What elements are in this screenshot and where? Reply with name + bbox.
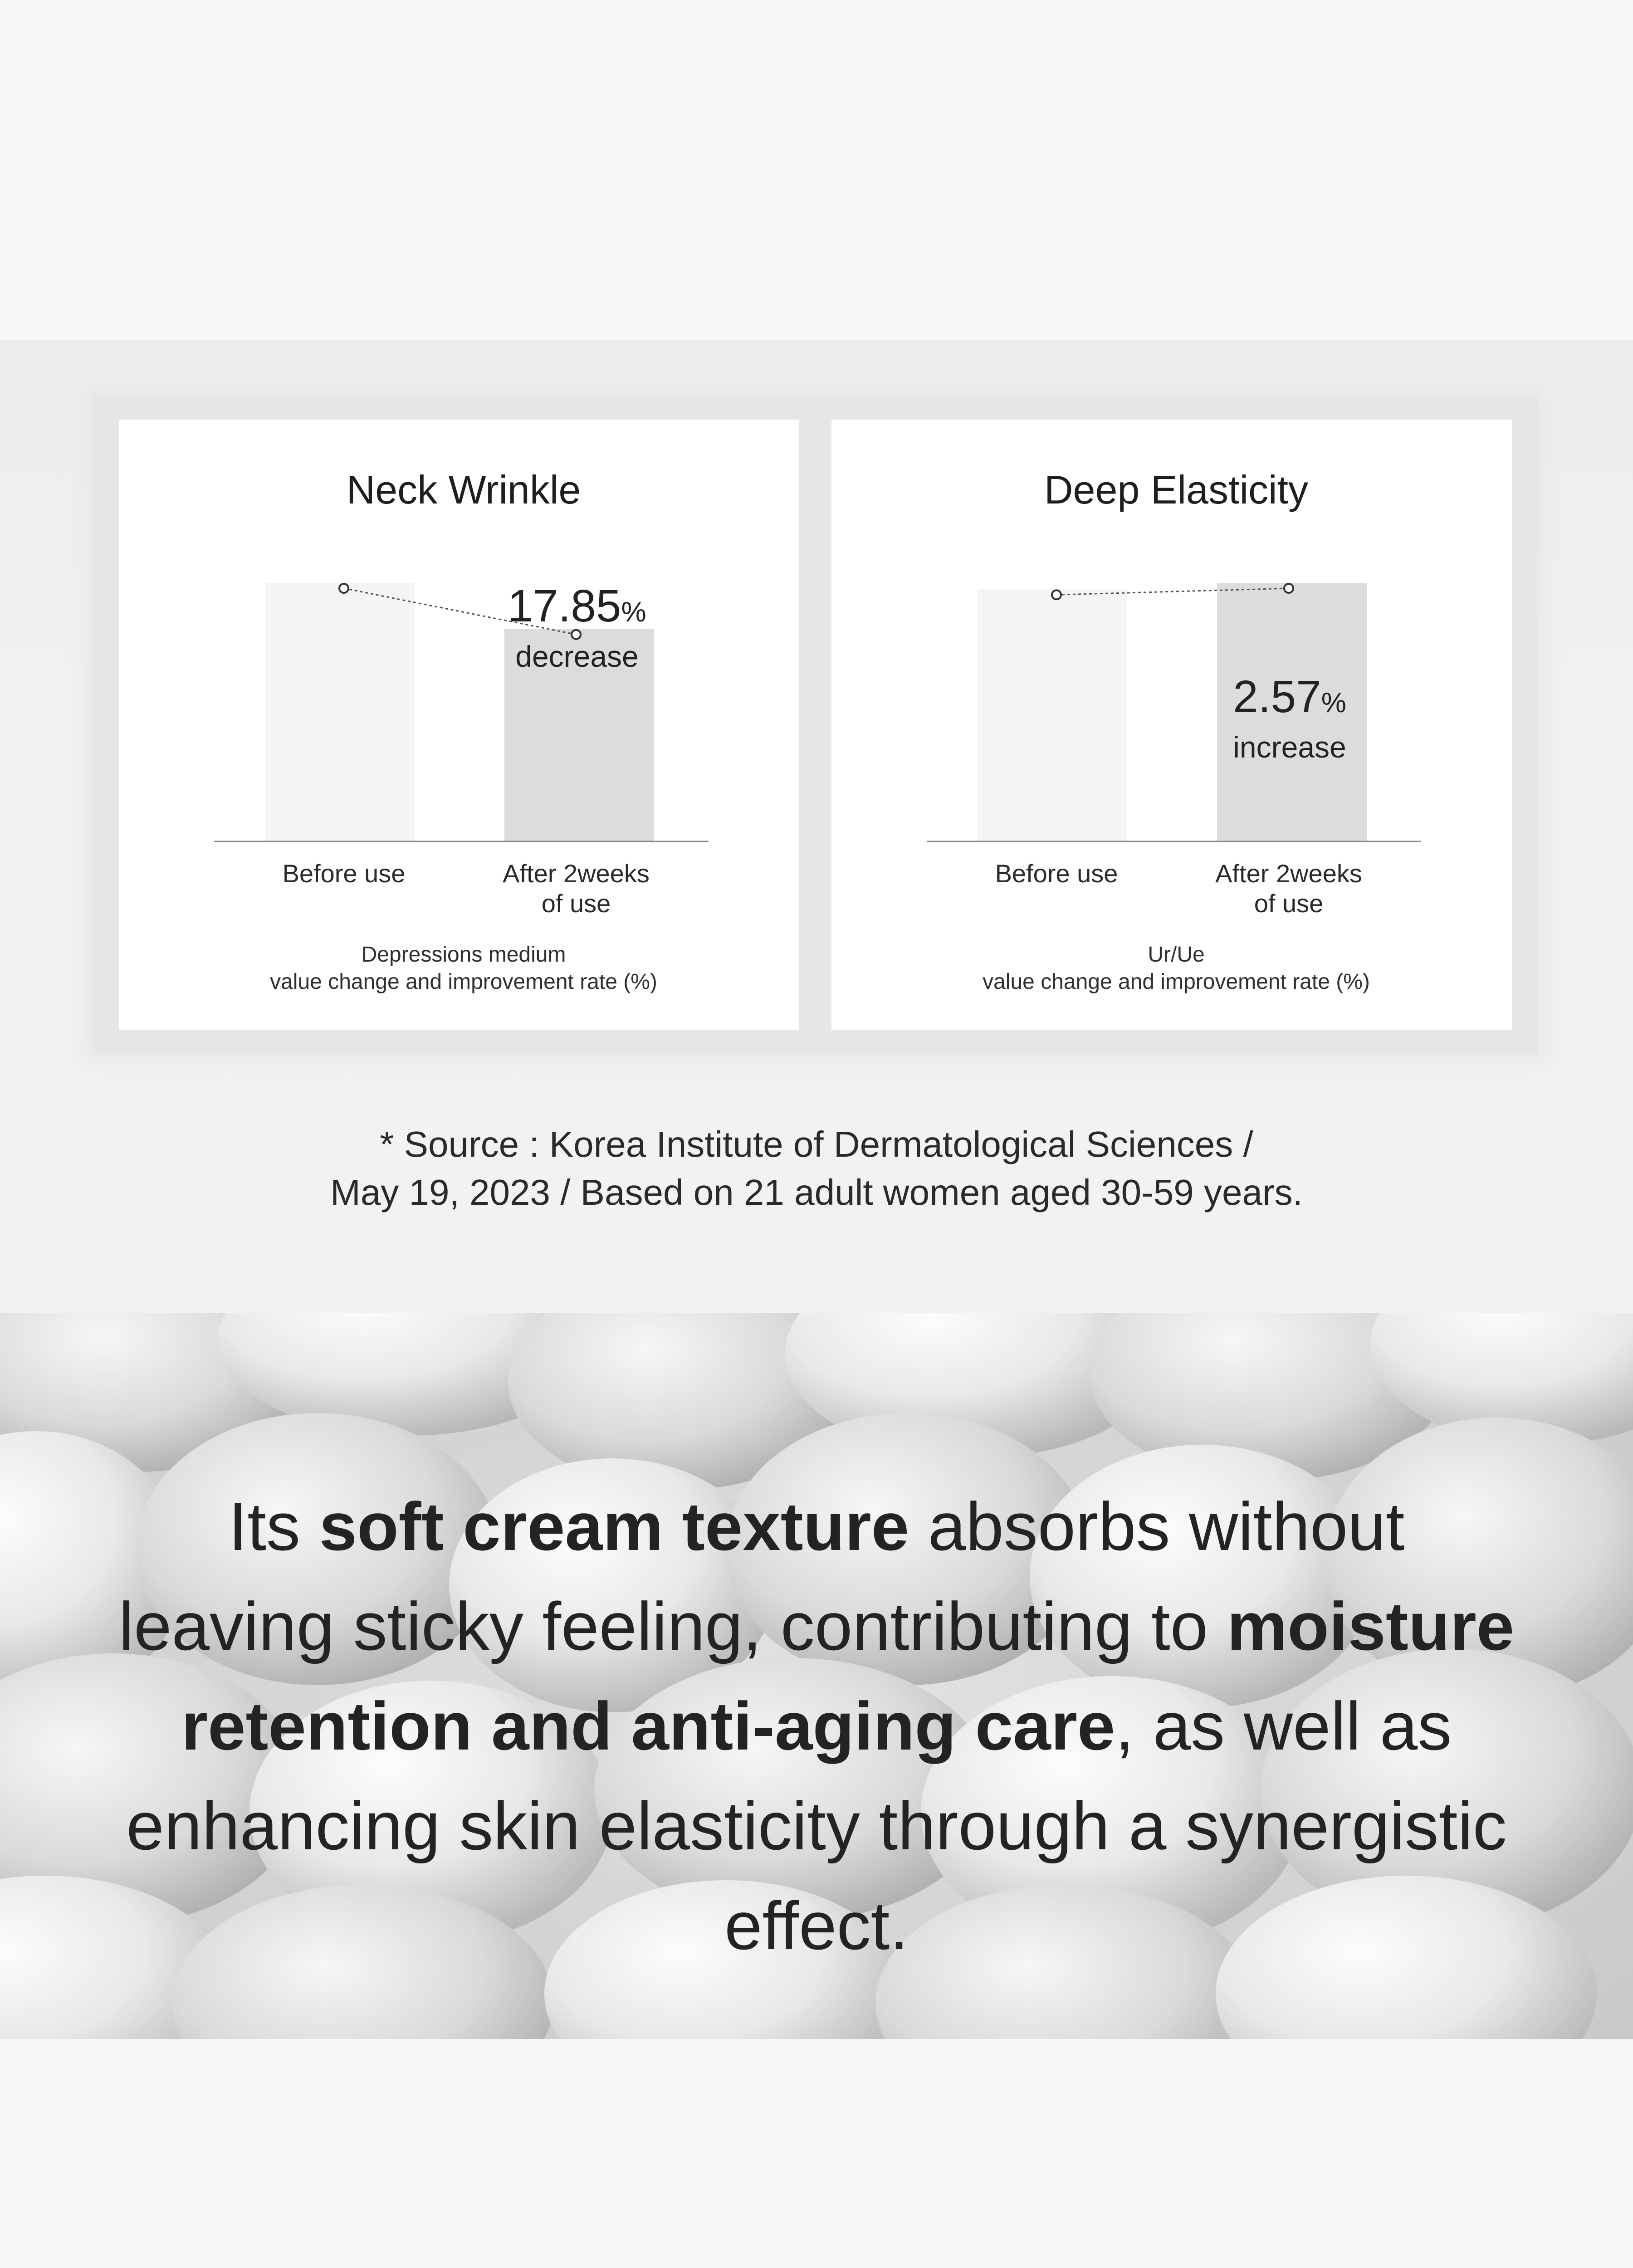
product-description: [113, 1476, 1520, 1975]
source-note: [0, 1120, 1633, 1217]
marker-after-use: [1284, 584, 1293, 593]
highlight-text: soft cream texture: [319, 1488, 909, 1564]
source-note-line-1: * Source : Korea Institute of Dermatological Sciences /: [380, 1124, 1253, 1164]
chart-caption: value change and improvement rate (%): [270, 970, 657, 994]
change-value-unit: %: [621, 596, 646, 628]
marker-before-use: [339, 584, 348, 593]
highlight-text: moisture retention and anti-aging care: [181, 1588, 1515, 1764]
change-value-number: 2.57: [1233, 671, 1321, 722]
change-label: increase: [1233, 730, 1346, 764]
top-blank-area: [0, 0, 1633, 340]
source-note-line-2: May 19, 2023 / Based on 21 adult women aged 30-59 years.: [330, 1172, 1303, 1212]
marker-before-use: [1052, 590, 1061, 599]
change-value-number: 17.85: [508, 581, 621, 631]
body-text: Its: [228, 1488, 319, 1564]
bar-before-use: [265, 583, 415, 841]
chart-caption: value change and improvement rate (%): [983, 970, 1370, 994]
deep-elasticity-chart-panel: [831, 420, 1512, 1030]
deep-elasticity-chart: [831, 420, 1512, 1030]
chart-caption: Ur/Ue: [1148, 943, 1205, 967]
body-text: absorbs without leaving sticky feeling, contributing to: [118, 1488, 1405, 1664]
category-label: After 2weeks of use: [503, 859, 650, 918]
neck-wrinkle-chart-panel: [119, 420, 799, 1030]
body-text: , as well as enhancing skin elasticity through a synergistic effect.: [126, 1688, 1507, 1964]
chart-title: Deep Elasticity: [1044, 467, 1309, 512]
bottom-blank-area: [0, 2039, 1633, 2268]
chart-caption: Depressions medium: [361, 943, 566, 967]
change-label: decrease: [515, 640, 639, 673]
chart-title: Neck Wrinkle: [346, 467, 581, 512]
category-label: Before use: [282, 859, 406, 888]
category-label: Before use: [995, 859, 1118, 888]
category-label: After 2weeks of use: [1215, 859, 1362, 918]
change-value: [508, 581, 646, 631]
bar-before-use: [978, 589, 1127, 841]
neck-wrinkle-chart: [119, 420, 799, 1030]
change-value-unit: %: [1321, 687, 1346, 719]
